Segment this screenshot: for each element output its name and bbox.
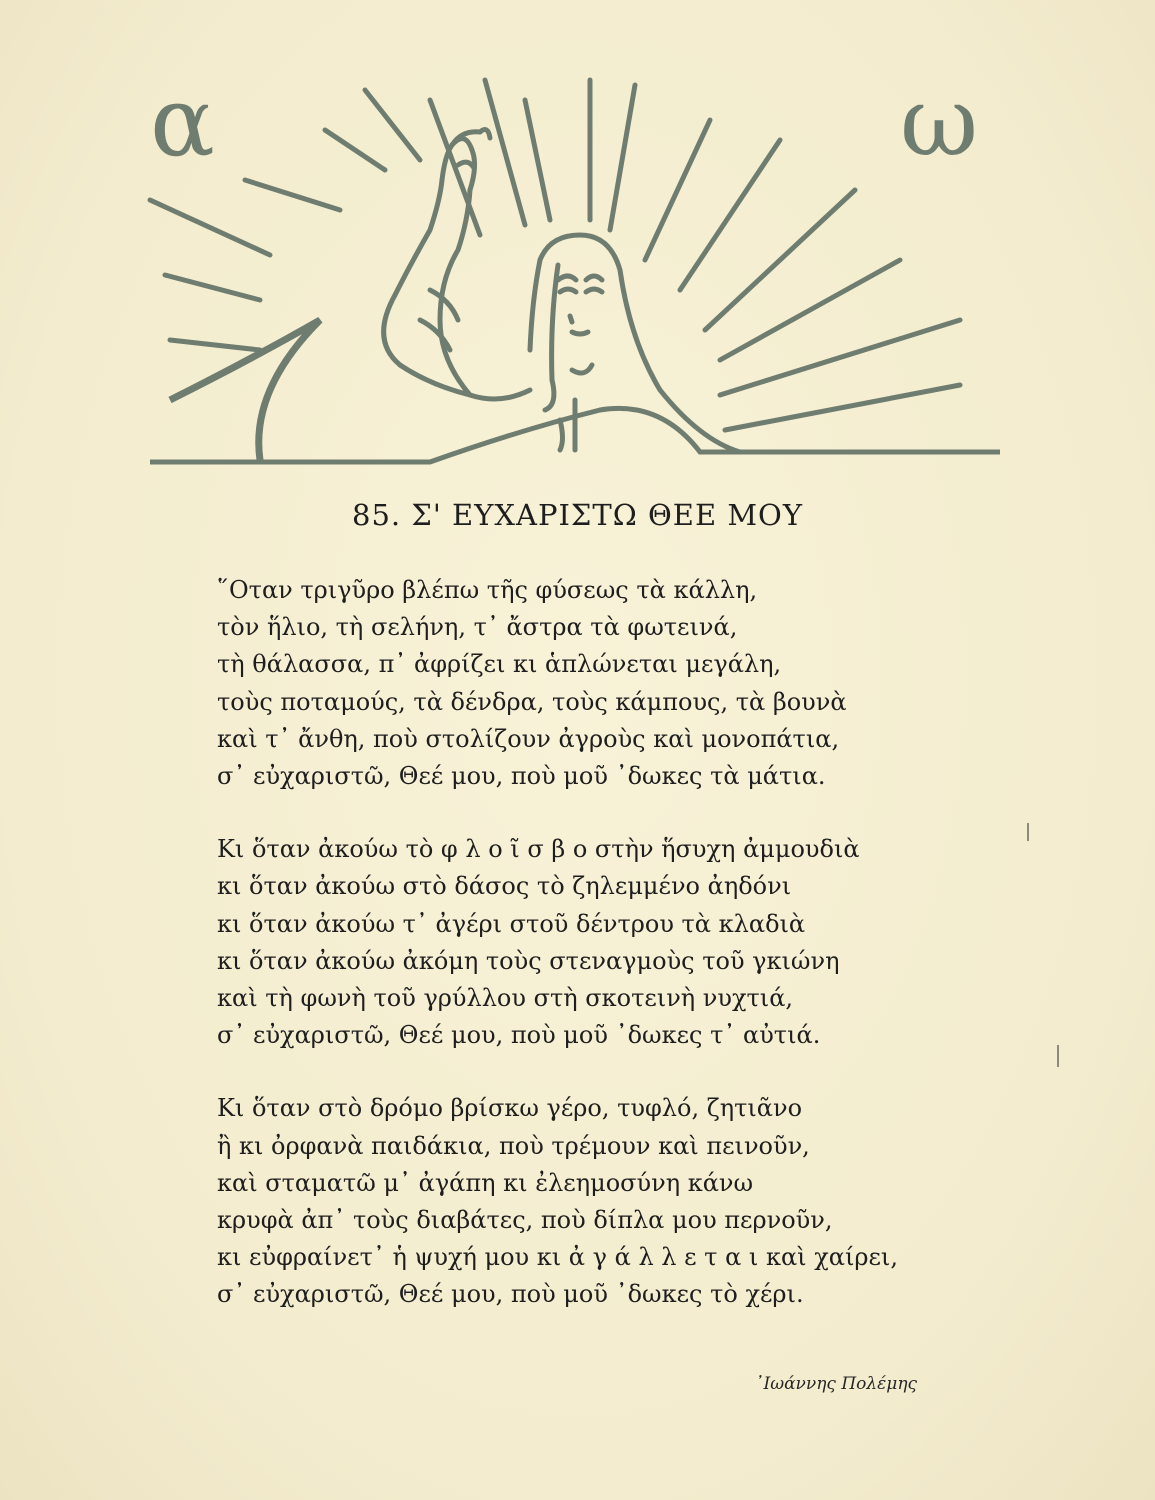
sun-ray xyxy=(610,85,635,230)
omega-letter: ω xyxy=(900,66,979,178)
poem-line: ἢ κι ὀρφανὰ παιδάκια, ποὺ τρέμουν καὶ πεινοῦν, xyxy=(217,1131,810,1160)
poem-line: κι ὅταν ἀκούω ἀκόμη τοὺς στεναγμοὺς τοῦ γκιώνη xyxy=(217,946,840,975)
sun-ray xyxy=(170,340,260,350)
sun-ray xyxy=(365,90,420,160)
sun-ray xyxy=(165,275,260,300)
alpha-letter: α xyxy=(150,66,215,178)
poem-line: καὶ τ᾽ ἄνθη, ποὺ στολίζουν ἀγροὺς καὶ μονοπάτια, xyxy=(217,724,840,753)
poem-line: τὸν ἥλιο, τὴ σελήνη, τ᾽ ἄστρα τὰ φωτεινά, xyxy=(217,613,738,642)
sun-ray xyxy=(725,385,960,430)
poem-line: κι ὅταν ἀκούω στὸ δάσος τὸ ζηλεμμένο ἀηδόνι xyxy=(217,872,792,901)
poem-line: κι ὅταν ἀκούω τ᾽ ἀγέρι στοῦ δέντρου τὰ κλαδιὰ xyxy=(217,909,806,938)
sun-ray xyxy=(720,320,960,395)
figure-head xyxy=(530,235,740,452)
stanza-1 xyxy=(217,572,1017,795)
poem-body xyxy=(217,572,1017,1314)
sun-ray xyxy=(525,100,550,220)
poem-line: καὶ σταματῶ μ᾽ ἀγάπη κι ἐλεημοσύνη κάνω xyxy=(217,1168,754,1197)
poem-line: κι εὐφραίνετ᾽ ἡ ψυχή μου κι ἀ γ ά λ λ ε τ α ι καὶ χαίρει, xyxy=(217,1243,898,1272)
poem-line: τοὺς ποταμούς, τὰ δένδρα, τοὺς κάμπους, τὰ βουνὰ xyxy=(217,687,847,716)
margin-mark xyxy=(1057,1045,1059,1067)
poem-line: σ᾽ εὐχαριστῶ, Θεέ μου, ποὺ μοῦ ᾽δωκες τὸ χέρι. xyxy=(217,1280,804,1309)
poem-line: καὶ τὴ φωνὴ τοῦ γρύλλου στὴ σκοτεινὴ νυχτιά, xyxy=(217,984,794,1013)
stanza-3 xyxy=(217,1090,1017,1313)
sun-ray xyxy=(645,120,710,260)
sun-ray xyxy=(680,140,780,290)
sun-ray xyxy=(705,190,855,330)
margin-mark xyxy=(1027,823,1029,841)
poem-line: κρυφὰ ἀπ᾽ τοὺς διαβάτες, ποὺ δίπλα μου περνοῦν, xyxy=(217,1206,833,1235)
poem-line: σ᾽ εὐχαριστῶ, Θεέ μου, ποὺ μοῦ ᾽δωκες τ᾽ αὐτιά. xyxy=(217,1021,821,1050)
poem-line: Κι ὅταν ἀκούω τὸ φ λ ο ῖ σ β ο στὴν ἥσυχη ἀμμουδιὰ xyxy=(217,835,860,864)
poem-line: Κι ὅταν στὸ δρόμο βρίσκω γέρο, τυφλό, ζητιᾶνο xyxy=(217,1094,803,1123)
sun-ray xyxy=(325,130,385,170)
poem-title: 85. Σ' ΕΥΧΑΡΙΣΤΩ ΘΕΕ ΜΟΥ xyxy=(352,498,803,532)
poem-line: σ᾽ εὐχαριστῶ, Θεέ μου, ποὺ μοῦ ᾽δωκες τὰ μάτια. xyxy=(217,762,826,791)
sun-ray xyxy=(245,180,340,210)
sun-ray xyxy=(485,80,525,225)
sunburst-illustration xyxy=(140,60,1010,480)
poem-line: ῞Οταν τριγῦρο βλέπω τῆς φύσεως τὰ κάλλη, xyxy=(217,576,758,604)
author-signature: ᾽Ιωάννης Πολέμης xyxy=(755,1374,918,1394)
poem-line: τὴ θάλασσα, π᾽ ἀφρίζει κι ἁπλώνεται μεγάλη, xyxy=(217,650,782,679)
sun-rays xyxy=(150,80,960,430)
stanza-2 xyxy=(217,831,1017,1054)
sun-ray xyxy=(150,200,270,255)
